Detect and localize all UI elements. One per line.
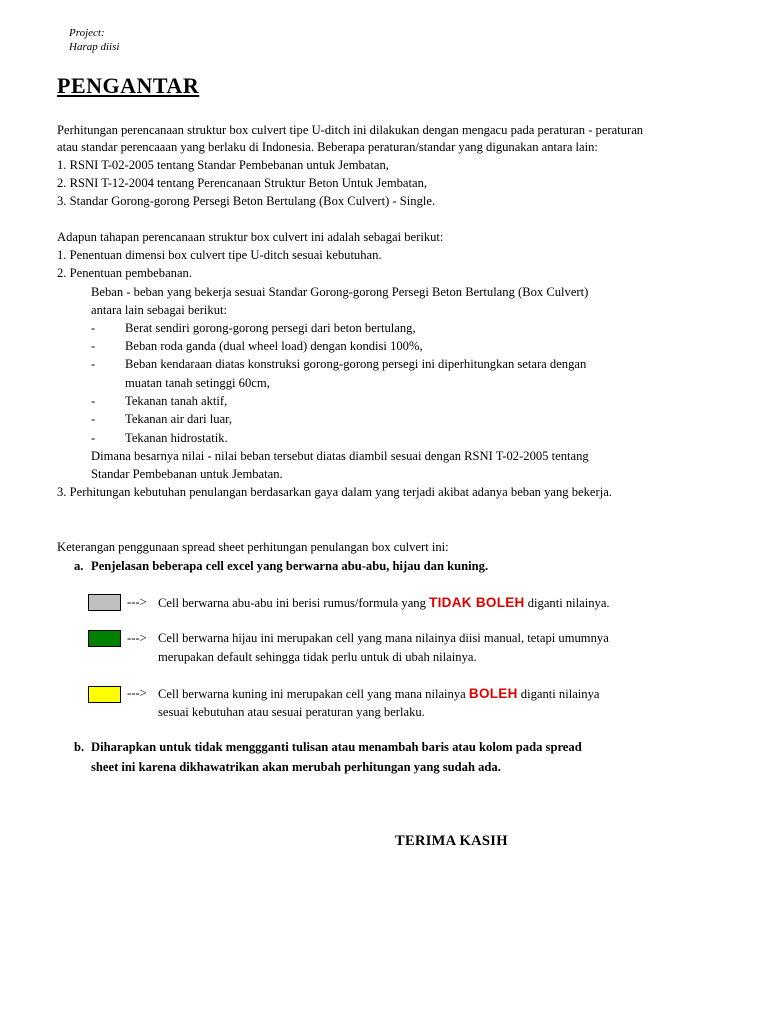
usage-b-line-1: Diharapkan untuk tidak menggganti tulisan atau menambah baris atau kolom pada spread [91, 740, 582, 754]
green-desc-line-2: merupakan default sehingga tidak perlu untuk di ubah nilainya. [158, 650, 477, 664]
step-3: 3. Perhitungan kebutuhan penulangan berdasarkan gaya dalam yang terjadi akibat adanya beban yang bekerja. [57, 485, 612, 499]
bullet-dash: - [91, 394, 96, 408]
green-cell-swatch [88, 630, 121, 647]
gray-cell-swatch [88, 594, 121, 611]
load-item: Beban kendaraan diatas konstruksi gorong-gorong persegi ini diperhitungkan setara dengan [125, 357, 587, 371]
gray-cell-description [158, 595, 610, 611]
load-item: Berat sendiri gorong-gorong persegi dari beton bertulang, [125, 321, 416, 335]
load-note-2: Standar Pembebanan untuk Jembatan. [91, 467, 283, 481]
load-item-continuation: muatan tanah setinggi 60cm, [125, 376, 270, 390]
bullet-dash: - [91, 357, 96, 371]
load-intro-2: antara lain sebagai berikut: [91, 303, 228, 317]
regulation-item: 2. RSNI T-12-2004 tentang Perencanaan Struktur Beton Untuk Jembatan, [57, 176, 428, 190]
bullet-dash: - [91, 339, 96, 353]
usage-b-line-2: sheet ini karena dikhawatrikan akan merubah perhitungan yang sudah ada. [91, 760, 501, 774]
load-item: Beban roda ganda (dual wheel load) dengan kondisi 100%, [125, 339, 423, 353]
page-title: PENGANTAR [57, 73, 200, 98]
tidak-boleh-highlight: TIDAK BOLEH [429, 595, 525, 610]
load-note-1: Dimana besarnya nilai - nilai beban tersebut diatas diambil sesuai dengan RSNI T-02-2005 tentang [91, 449, 589, 463]
load-item: Tekanan air dari luar, [125, 412, 233, 426]
intro-line-1: Perhitungan perencanaan struktur box culvert tipe U-ditch ini dilakukan dengan mengacu pada peraturan - peraturan [57, 123, 644, 137]
load-intro-1: Beban - beban yang bekerja sesuai Standar Gorong-gorong Persegi Beton Bertulang (Box Culvert) [91, 285, 589, 299]
intro-line-2: atau standar perencaaan yang berlaku di Indonesia. Beberapa peraturan/standar yang digunakan antara lain: [57, 140, 598, 154]
usage-a-label: a. [74, 559, 84, 573]
yellow-desc-after: diganti nilainya [517, 687, 600, 701]
load-item: Tekanan tanah aktif, [125, 394, 228, 408]
gray-arrow: ---> [127, 595, 147, 609]
yellow-desc-before: Cell berwarna kuning ini merupakan cell yang mana nilainya [158, 687, 469, 701]
usage-intro: Keterangan penggunaan spread sheet perhitungan penulangan box culvert ini: [57, 540, 449, 554]
bullet-dash: - [91, 412, 96, 426]
yellow-desc-line-2: sesuai kebutuhan atau sesuai peraturan yang berlaku. [158, 705, 425, 719]
bullet-dash: - [91, 431, 96, 445]
gray-desc-after: diganti nilainya. [524, 596, 610, 610]
regulation-item: 3. Standar Gorong-gorong Persegi Beton Bertulang (Box Culvert) - Single. [57, 194, 436, 208]
gray-desc-before: Cell berwarna abu-abu ini berisi rumus/formula yang [158, 596, 430, 610]
closing-text: TERIMA KASIH [395, 833, 508, 849]
yellow-arrow: ---> [127, 686, 147, 700]
yellow-desc-line-1 [158, 686, 599, 702]
step-2: 2. Penentuan pembebanan. [57, 266, 192, 280]
bullet-dash: - [91, 321, 96, 335]
project-label: Project: [69, 27, 105, 39]
project-value: Harap diisi [69, 41, 120, 53]
regulation-item: 1. RSNI T-02-2005 tentang Standar Pembebanan untuk Jembatan, [57, 158, 389, 172]
steps-intro: Adapun tahapan perencanaan struktur box culvert ini adalah sebagai berikut: [57, 230, 444, 244]
load-item: Tekanan hidrostatik. [125, 431, 228, 445]
boleh-highlight: BOLEH [468, 686, 518, 701]
green-arrow: ---> [127, 631, 147, 645]
green-desc-line-1: Cell berwarna hijau ini merupakan cell yang mana nilainya diisi manual, tetapi umumnya [158, 631, 609, 645]
usage-a-text: Penjelasan beberapa cell excel yang berwarna abu-abu, hijau dan kuning. [91, 559, 489, 573]
step-1: 1. Penentuan dimensi box culvert tipe U-ditch sesuai kebutuhan. [57, 248, 382, 262]
yellow-cell-swatch [88, 686, 121, 703]
usage-b-label: b. [74, 740, 85, 754]
